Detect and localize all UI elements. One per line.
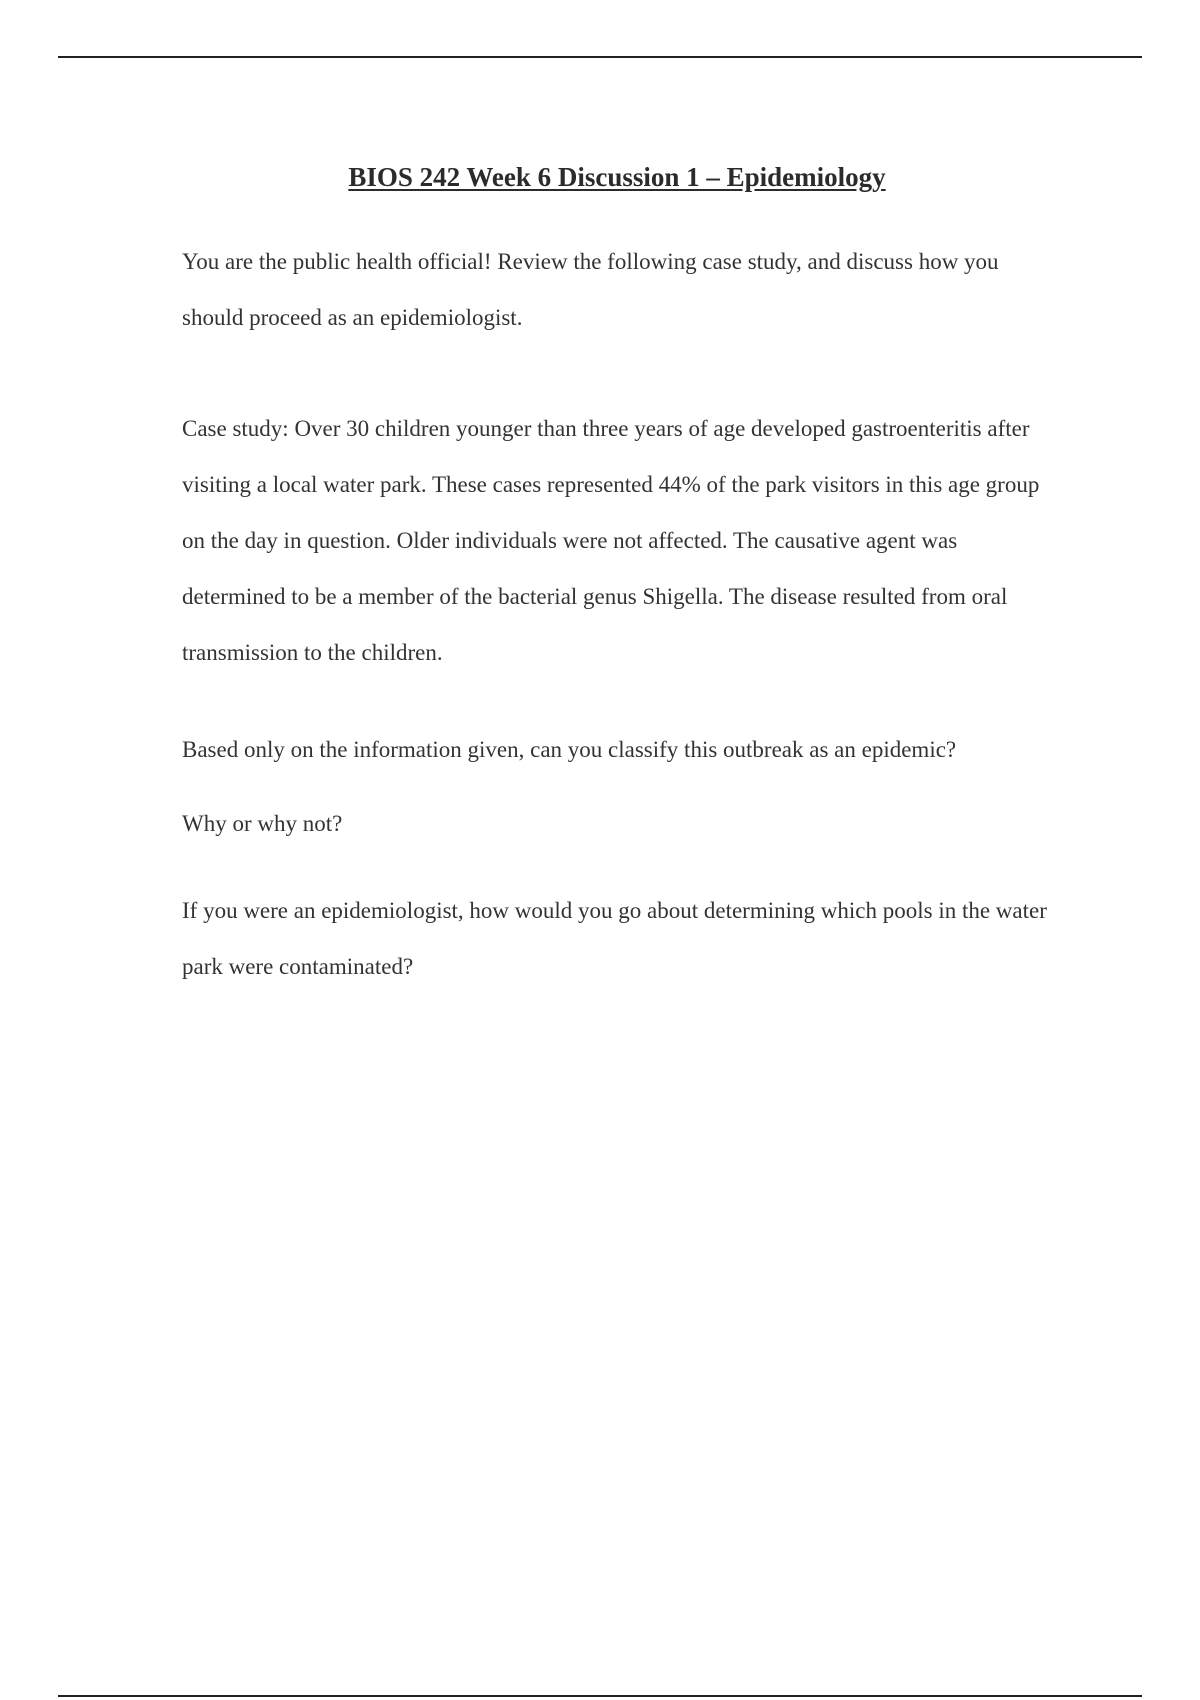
intro-paragraph: You are the public health official! Review the following case study, and discuss how you should proceed as an epidemiologist.	[182, 249, 999, 330]
question-epidemic: Based only on the information given, can you classify this outbreak as an epidemic?	[182, 737, 957, 762]
top-rule	[58, 56, 1142, 58]
document-title: BIOS 242 Week 6 Discussion 1 – Epidemiology	[348, 162, 886, 192]
question-contaminated-pools: If you were an epidemiologist, how would you go about determining which pools in the water park were contaminated?	[182, 898, 1047, 979]
question-why: Why or why not?	[182, 811, 343, 836]
bottom-rule	[58, 1695, 1142, 1697]
case-study-paragraph: Case study: Over 30 children younger than three years of age developed gastroenteritis after visiting a local water park. These cases represented 44% of the park visitors in this age group on the day in question. Older individuals were not affected. The causative agent was determined to be a member of the bacterial genus Shigella. The disease resulted from oral transmission to the children.	[182, 416, 1040, 665]
